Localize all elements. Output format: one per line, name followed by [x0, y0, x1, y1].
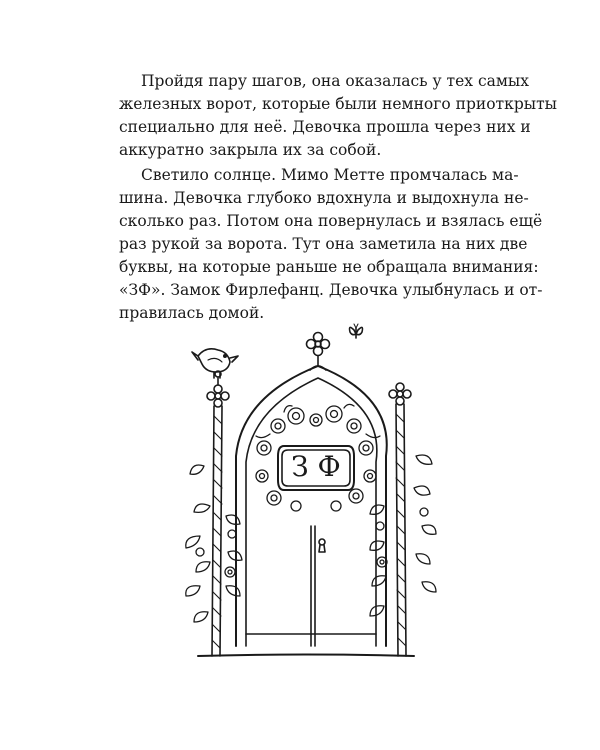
left-pole — [207, 371, 229, 656]
text-line: Пройдя пару шагов, она оказалась у тех самых — [141, 72, 530, 90]
paragraph-1 — [119, 70, 557, 162]
flower-icon — [207, 385, 229, 407]
text-line: специально для неё. Девочка прошла через них и — [119, 118, 531, 136]
text-line: железных ворот, которые были немного приоткрыты — [119, 95, 557, 113]
flower-icon — [389, 383, 411, 405]
gate-illustration — [170, 316, 440, 696]
text-line: «ЗФ». Замок Фирлефанц. Девочка улыбнулась и от- — [119, 281, 543, 299]
plaque-monogram: З Ф — [291, 450, 341, 483]
text-line: аккуратно закрыла их за собой. — [119, 141, 382, 159]
paragraph-2 — [119, 164, 543, 325]
right-bush — [370, 455, 436, 616]
text-line: сколько раз. Потом она повернулась и взялась ещё — [119, 212, 543, 230]
monogram-plaque — [278, 446, 354, 490]
right-pole — [389, 383, 411, 656]
text-block — [119, 70, 557, 325]
flower-icon — [307, 333, 330, 356]
text-line: шина. Девочка глубоко вдохнула и выдохнула не- — [119, 189, 529, 207]
text-line: Светило солнце. Мимо Метте промчалась ма- — [141, 166, 519, 184]
text-line: буквы, на которые раньше не обращала внимания: — [119, 258, 539, 276]
keyhole-icon — [319, 539, 325, 552]
text-line: раз рукой за ворота. Тут она заметила на них две — [119, 235, 528, 253]
butterfly-icon — [350, 324, 363, 338]
text-line: правилась домой. — [119, 304, 265, 322]
